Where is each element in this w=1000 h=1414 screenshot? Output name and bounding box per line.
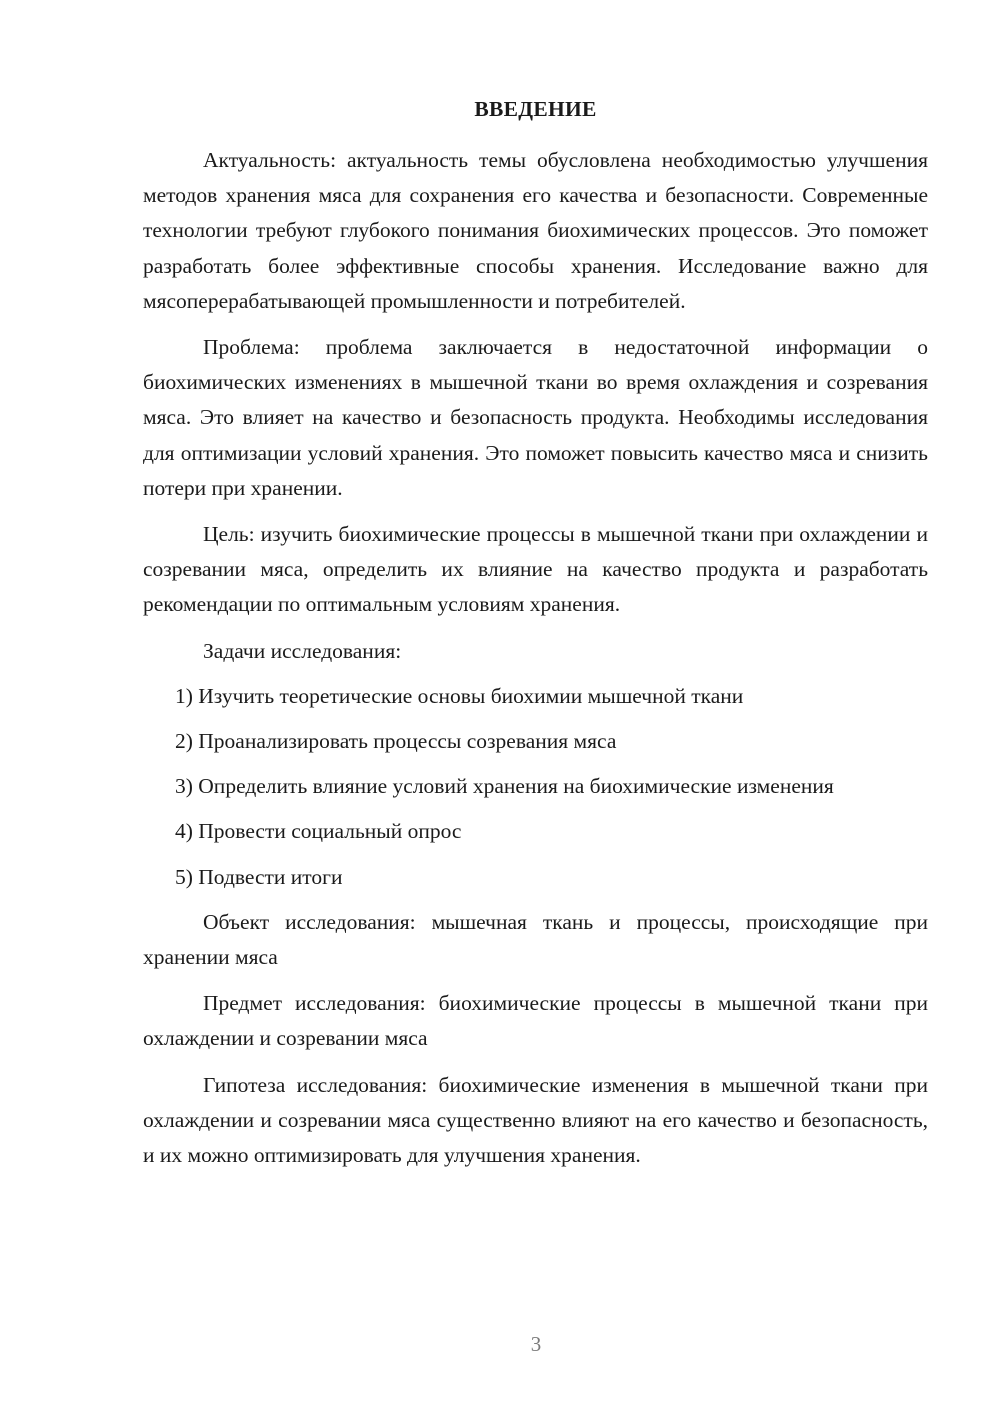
tasks-title: Задачи исследования: bbox=[203, 638, 402, 663]
page-number: 3 bbox=[530, 1332, 542, 1356]
page-title: ВВЕДЕНИЕ bbox=[474, 97, 597, 121]
list-item: 3) Определить влияние условий хранения на биохимические изменения bbox=[175, 774, 834, 799]
paragraph-goal: Цель: изучить биохимические процессы в мышечной ткани при охлаждении и созревании мяса, определить их влияние на качество продукта и разработать рекомендации по оптимальным условиям хранения. bbox=[143, 522, 928, 617]
document-page bbox=[143, 92, 928, 1173]
list-item: 4) Провести социальный опрос bbox=[175, 819, 462, 844]
list-item: 5) Подвести итоги bbox=[175, 864, 343, 889]
paragraph-problem: Проблема: проблема заключается в недостаточной информации о биохимических изменениях в мышечной ткани во время охлаждения и созревания мяса. Это влияет на качество и безопасность продукта. Необходимы исследования для оптимизации условий хранения. Это поможет повысить качество мяса и снизить потери при хранении. bbox=[143, 335, 928, 500]
tasks-list bbox=[143, 679, 928, 895]
paragraph-hypothesis: Гипотеза исследования: биохимические изменения в мышечной ткани при охлаждении и созревании мяса существенно влияют на его качество и безопасность, и их можно оптимизировать для улучшения хранения. bbox=[143, 1072, 928, 1168]
paragraph-relevance: Актуальность: актуальность темы обусловлена необходимостью улучшения методов хранения мяса для сохранения его качества и безопасности. Современные технологии требуют глубокого понимания биохимических процессов. Это поможет разработать более эффективные способы хранения. Исследование важно для мясоперерабатывающей промышленности и потребителей. bbox=[143, 148, 928, 313]
list-item: 1) Изучить теоретические основы биохимии мышечной ткани bbox=[175, 683, 744, 708]
list-item: 2) Проанализировать процессы созревания мяса bbox=[175, 729, 617, 754]
paragraph-subject: Предмет исследования: биохимические процессы в мышечной ткани при охлаждении и созревании мяса bbox=[143, 991, 928, 1051]
paragraph-object: Объект исследования: мышечная ткань и процессы, происходящие при хранении мяса bbox=[143, 909, 928, 970]
